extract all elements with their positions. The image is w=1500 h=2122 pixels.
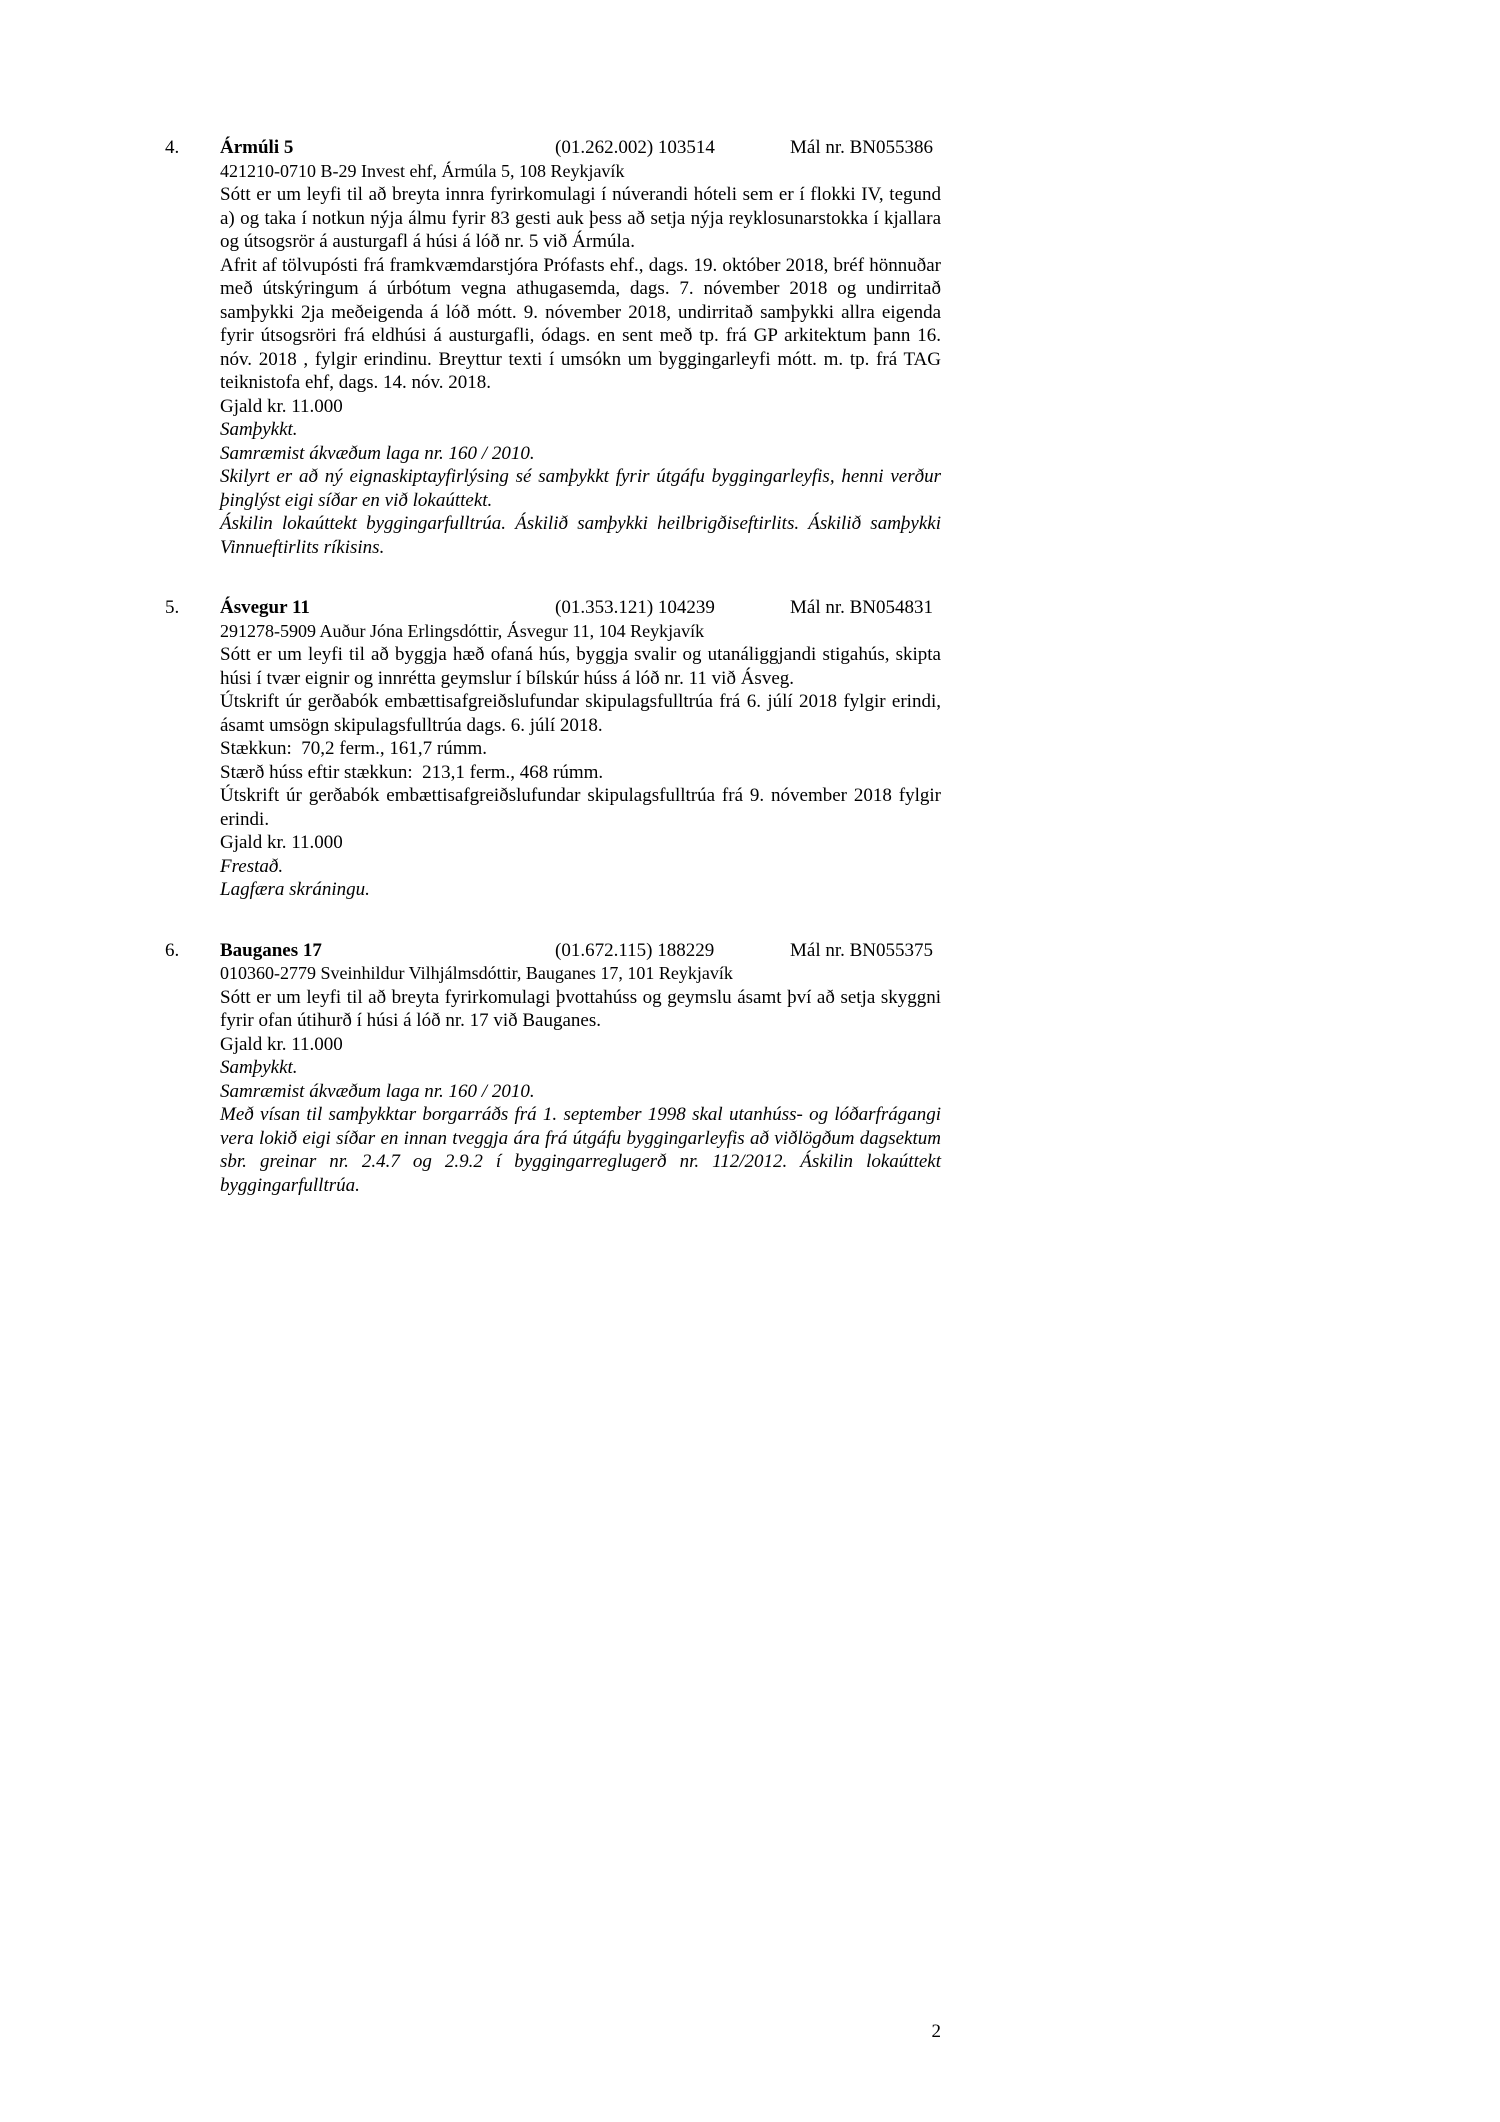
permit-item bbox=[165, 939, 941, 1198]
item-header bbox=[165, 939, 941, 963]
body-paragraph: Gjald kr. 11.000 bbox=[220, 395, 343, 417]
item-number: 4. bbox=[165, 137, 180, 158]
decision-paragraph: Samþykkt. bbox=[220, 419, 298, 440]
body-paragraph: Stærð húss eftir stækkun: 213,1 ferm., 468 rúmm. bbox=[220, 761, 604, 783]
item-reference: (01.262.002) 103514 bbox=[555, 137, 715, 158]
body-paragraph: Gjald kr. 11.000 bbox=[220, 1033, 343, 1055]
item-case-number: Mál nr. BN054831 bbox=[790, 597, 934, 618]
decision-paragraph: Með vísan til samþykktar borgarráðs frá 1. september 1998 skal utanhúss- og lóðarfrágangi vera lokið eigi síðar en innan tveggja ára frá útgáfu byggingarleyfis að viðlögðum dagsektum sbr. greinar nr. 2.4.7 og 2.9.2 í byggingarreglugerð nr. 112/2012. Áskilin lokaúttekt byggingarfulltrúa. bbox=[220, 1104, 941, 1196]
page-number: 2 bbox=[931, 2021, 941, 2042]
decision-paragraph: Frestað. bbox=[220, 855, 284, 877]
item-header bbox=[165, 136, 941, 160]
item-header bbox=[165, 596, 941, 620]
body-paragraph: Gjald kr. 11.000 bbox=[220, 832, 343, 853]
items-container bbox=[165, 136, 941, 1234]
item-number: 5. bbox=[165, 597, 180, 618]
decision-paragraph: Samræmist ákvæðum laga nr. 160 / 2010. bbox=[220, 1080, 535, 1102]
owner-line: 010360-2779 Sveinhildur Vilhjálmsdóttir, Bauganes 17, 101 Reykjavík bbox=[220, 963, 733, 983]
body-paragraph: Sótt er um leyfi til að breyta innra fyrirkomulagi í núverandi hóteli sem er í flokki IV, tegund a) og taka í notkun nýja álmu fyrir 83 gesti auk þess að setja nýja reyklosunarstokka í kjallara og útsogsrör á austurgafl á húsi á lóð nr. 5 við Ármúla. bbox=[220, 184, 941, 252]
item-reference: (01.353.121) 104239 bbox=[555, 597, 715, 618]
decision-paragraph: Samþykkt. bbox=[220, 1057, 298, 1078]
body-paragraph: Útskrift úr gerðabók embættisafgreiðslufundar skipulagsfulltrúa frá 9. nóvember 2018 fylgir erindi. bbox=[220, 785, 941, 830]
body-paragraph: Afrit af tölvupósti frá framkvæmdarstjóra Prófasts ehf., dags. 19. október 2018, bréf hönnuðar með útskýringum á úrbótum vegna athugasemda, dags. 7. nóvember 2018 og undirritað samþykki 2ja meðeigenda á lóð mótt. 9. nóvember 2018, undirritað samþykki allra eigenda fyrir útsogsröri frá eldhúsi á austurgafli, ódags. en sent með tp. frá GP arkitektum þann 16. nóv. 2018 , fylgir erindinu. Breyttur texti í umsókn um byggingarleyfi mótt. m. tp. frá TAG teiknistofa ehf, dags. 14. nóv. 2018. bbox=[220, 254, 941, 393]
item-title: Ásvegur 11 bbox=[220, 597, 310, 618]
body-paragraph: Sótt er um leyfi til að breyta fyrirkomulagi þvottahúss og geymslu ásamt því að setja skyggni fyrir ofan útihurð í húsi á lóð nr. 17 við Bauganes. bbox=[220, 986, 941, 1031]
owner-line: 291278-5909 Auður Jóna Erlingsdóttir, Ásvegur 11, 104 Reykjavík bbox=[220, 620, 705, 641]
decision-paragraph: Lagfæra skráningu. bbox=[220, 879, 370, 900]
item-title: Ármúli 5 bbox=[220, 137, 294, 158]
decision-paragraph: Áskilin lokaúttekt byggingarfulltrúa. Áskilið samþykki heilbrigðiseftirlits. Áskilið samþykki Vinnueftirlits ríkisins. bbox=[220, 513, 941, 558]
permit-item bbox=[165, 136, 941, 559]
owner-line: 421210-0710 B-29 Invest ehf, Ármúla 5, 108 Reykjavík bbox=[220, 160, 625, 181]
item-case-number: Mál nr. BN055375 bbox=[790, 939, 934, 961]
item-title: Bauganes 17 bbox=[220, 939, 322, 961]
decision-paragraph: Skilyrt er að ný eignaskiptayfirlýsing sé samþykkt fyrir útgáfu byggingarleyfis, henni verður þinglýst eigi síðar en við lokaúttekt. bbox=[220, 466, 941, 511]
permit-item bbox=[165, 596, 941, 902]
item-case-number: Mál nr. BN055386 bbox=[790, 137, 934, 158]
body-paragraph: Útskrift úr gerðabók embættisafgreiðslufundar skipulagsfulltrúa frá 6. júlí 2018 fylgir erindi, ásamt umsögn skipulagsfulltrúa dags. 6. júlí 2018. bbox=[220, 691, 941, 736]
item-number: 6. bbox=[165, 939, 180, 961]
body-paragraph: Sótt er um leyfi til að byggja hæð ofaná hús, byggja svalir og utanáliggjandi stigahús, skipta húsi í tvær eignir og innrétta geymslur í bílskúr húss á lóð nr. 11 við Ásveg. bbox=[220, 644, 941, 689]
item-reference: (01.672.115) 188229 bbox=[555, 939, 715, 961]
body-paragraph: Stækkun: 70,2 ferm., 161,7 rúmm. bbox=[220, 738, 488, 759]
decision-paragraph: Samræmist ákvæðum laga nr. 160 / 2010. bbox=[220, 442, 535, 464]
